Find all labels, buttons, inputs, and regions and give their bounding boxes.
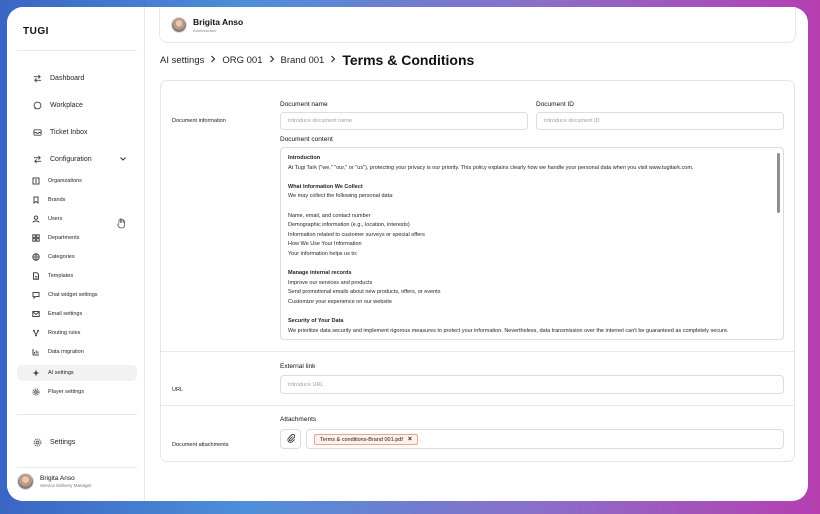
sidebar-item-configuration[interactable] (17, 151, 137, 167)
chevron-right-icon (269, 55, 275, 65)
content-line: At Tugi Tark ("we," "our," or "us"), protecting your privacy is our priority. This policy explains clearly how we handle your personal data when you visit www.tugitark.com. (288, 164, 694, 171)
sidebar-divider (17, 414, 137, 415)
arrows-icon (31, 72, 43, 84)
document-content-text (288, 154, 768, 336)
sidebar-item-label: Organizations (48, 178, 82, 184)
document-id-placeholder: Introduce document ID (544, 118, 600, 124)
gear-icon (31, 436, 43, 448)
content-line: Demographic information (e.g., location, interests) (288, 222, 410, 229)
sidebar-user-card[interactable] (17, 473, 92, 490)
content-line: How We Use Your Information (288, 241, 362, 248)
bookmark-icon (31, 195, 41, 205)
external-link-placeholder: Introduce URL (288, 381, 324, 388)
sidebar-item-label: Users (48, 216, 63, 222)
sidebar-item-label: Chat widget settings (48, 292, 98, 298)
breadcrumb-item-org[interactable]: ORG 001 (222, 54, 263, 66)
gear-icon (31, 387, 41, 397)
chat-icon (31, 99, 43, 111)
user-icon (31, 214, 41, 224)
content-line: Improve our services and products (288, 279, 373, 286)
sidebar-item-routing-rules[interactable] (17, 325, 137, 341)
sidebar-item-label: Dashboard (50, 74, 85, 82)
content-heading: What Information We Collect (288, 183, 363, 190)
document-information-label: Document information (172, 118, 226, 124)
mail-icon (31, 309, 41, 319)
content-line: We may collect the following personal data: (288, 193, 394, 200)
url-row-label: URL (172, 387, 184, 393)
content-heading: Security of Your Data (288, 318, 344, 325)
page-title: Terms & Conditions (342, 52, 475, 68)
attachments-field (306, 429, 784, 449)
document-name-placeholder: Introduce document name (288, 118, 352, 124)
chevron-down-icon[interactable] (119, 155, 127, 163)
chevron-right-icon (330, 55, 336, 65)
globe-icon (31, 252, 41, 262)
sidebar-item-dashboard[interactable] (17, 70, 137, 86)
sidebar-item-label: Categories (48, 254, 75, 260)
breadcrumb (160, 52, 474, 68)
content-line: Your information helps us to: (288, 250, 358, 257)
sidebar-item-email-settings[interactable] (17, 306, 137, 322)
top-user-role: Administrator (193, 27, 217, 33)
sidebar-item-ticket-inbox[interactable] (17, 124, 137, 140)
app-logo: TUGI (23, 26, 49, 37)
section-divider (161, 351, 794, 352)
branch-icon (31, 328, 41, 338)
sidebar-item-workplace[interactable] (17, 97, 137, 113)
content-line (288, 260, 768, 270)
content-line (288, 202, 768, 212)
top-user-name: Brigita Anso (193, 16, 244, 27)
sidebar (7, 7, 145, 501)
sidebar-item-player-settings[interactable] (17, 384, 137, 400)
sidebar-item-departments[interactable] (17, 230, 137, 246)
content-line (288, 308, 768, 318)
sidebar-item-label: Ticket Inbox (50, 128, 88, 136)
sidebar-item-data-migration[interactable] (17, 344, 137, 360)
sidebar-divider (17, 50, 137, 51)
remove-attachment-icon[interactable]: × (407, 436, 412, 443)
sidebar-item-label: Settings (50, 438, 76, 446)
content-line: Send promotional emails about new products, offers, or events (288, 289, 441, 296)
sidebar-item-categories[interactable] (17, 249, 137, 265)
content-line: We prioritize data security and implement rigorous measures to protect your information. Nevertheless, data transmission over the internet can't be guaranteed as completely secure. (288, 327, 729, 334)
attachment-chip[interactable] (314, 434, 418, 445)
sidebar-item-label: Player settings (48, 389, 85, 395)
sidebar-item-settings[interactable] (17, 434, 137, 450)
document-content-label: Document content (280, 136, 333, 143)
sparkle-icon (31, 368, 41, 378)
content-heading: Manage internal records (288, 270, 352, 277)
document-name-label: Document name (280, 101, 328, 108)
sidebar-item-label: Email settings (48, 311, 83, 317)
section-divider (161, 405, 794, 406)
external-link-input[interactable] (280, 375, 784, 394)
building-icon (31, 176, 41, 186)
user-name: Brigita Anso (40, 475, 75, 482)
user-role: Service Delivery Manager (40, 483, 92, 488)
document-attachments-label: Document attachments (172, 442, 229, 448)
inbox-icon (31, 126, 43, 138)
sidebar-item-ai-settings[interactable] (17, 365, 137, 381)
sidebar-item-chat-widget-settings[interactable] (17, 287, 137, 303)
sidebar-item-organizations[interactable] (17, 173, 137, 189)
sidebar-item-label: Departments (48, 235, 80, 241)
document-id-input[interactable] (536, 112, 784, 130)
content-line: Name, email, and contact number (288, 212, 371, 219)
avatar (17, 473, 34, 490)
document-id-label: Document ID (536, 101, 574, 108)
content-line: Customize your experience on our website (288, 298, 392, 305)
sidebar-item-label: Configuration (50, 155, 92, 163)
grid-icon (31, 233, 41, 243)
sidebar-item-label: Templates (48, 273, 74, 279)
top-bar (144, 7, 808, 43)
app-window (7, 7, 808, 501)
sidebar-item-label: AI settings (48, 370, 74, 376)
mouse-cursor-icon (117, 216, 126, 227)
scrollbar-thumb[interactable] (777, 153, 780, 213)
sidebar-item-templates[interactable] (17, 268, 137, 284)
chart-icon (31, 347, 41, 357)
avatar[interactable] (171, 17, 187, 33)
chevron-right-icon (210, 55, 216, 65)
sidebar-item-label: Brands (48, 197, 66, 203)
sidebar-item-label: Workplace (50, 101, 83, 109)
paperclip-icon (287, 430, 295, 448)
attach-file-button[interactable] (280, 429, 301, 449)
sidebar-item-label: Data migration (48, 349, 84, 355)
attachments-label: Attachments (280, 416, 317, 423)
breadcrumb-item-brand[interactable]: Brand 001 (280, 54, 325, 66)
chat-icon (31, 290, 41, 300)
file-icon (31, 271, 41, 281)
content-line (288, 173, 768, 183)
external-link-label: External link (280, 363, 316, 370)
content-line: Information related to customer surveys or special offers (288, 231, 425, 238)
document-form-panel (160, 80, 795, 462)
sidebar-divider (17, 467, 137, 468)
document-content-textarea[interactable] (280, 147, 784, 340)
content-heading: Introduction (288, 155, 321, 161)
sidebar-item-label: Routing rules (48, 330, 81, 336)
document-name-input[interactable] (280, 112, 528, 130)
sidebar-item-brands[interactable] (17, 192, 137, 208)
attachment-file-name: Terms & conditions-Brand 001.pdf (320, 436, 403, 443)
breadcrumb-item-ai-settings[interactable]: AI settings (160, 54, 205, 66)
sliders-icon (31, 153, 43, 165)
